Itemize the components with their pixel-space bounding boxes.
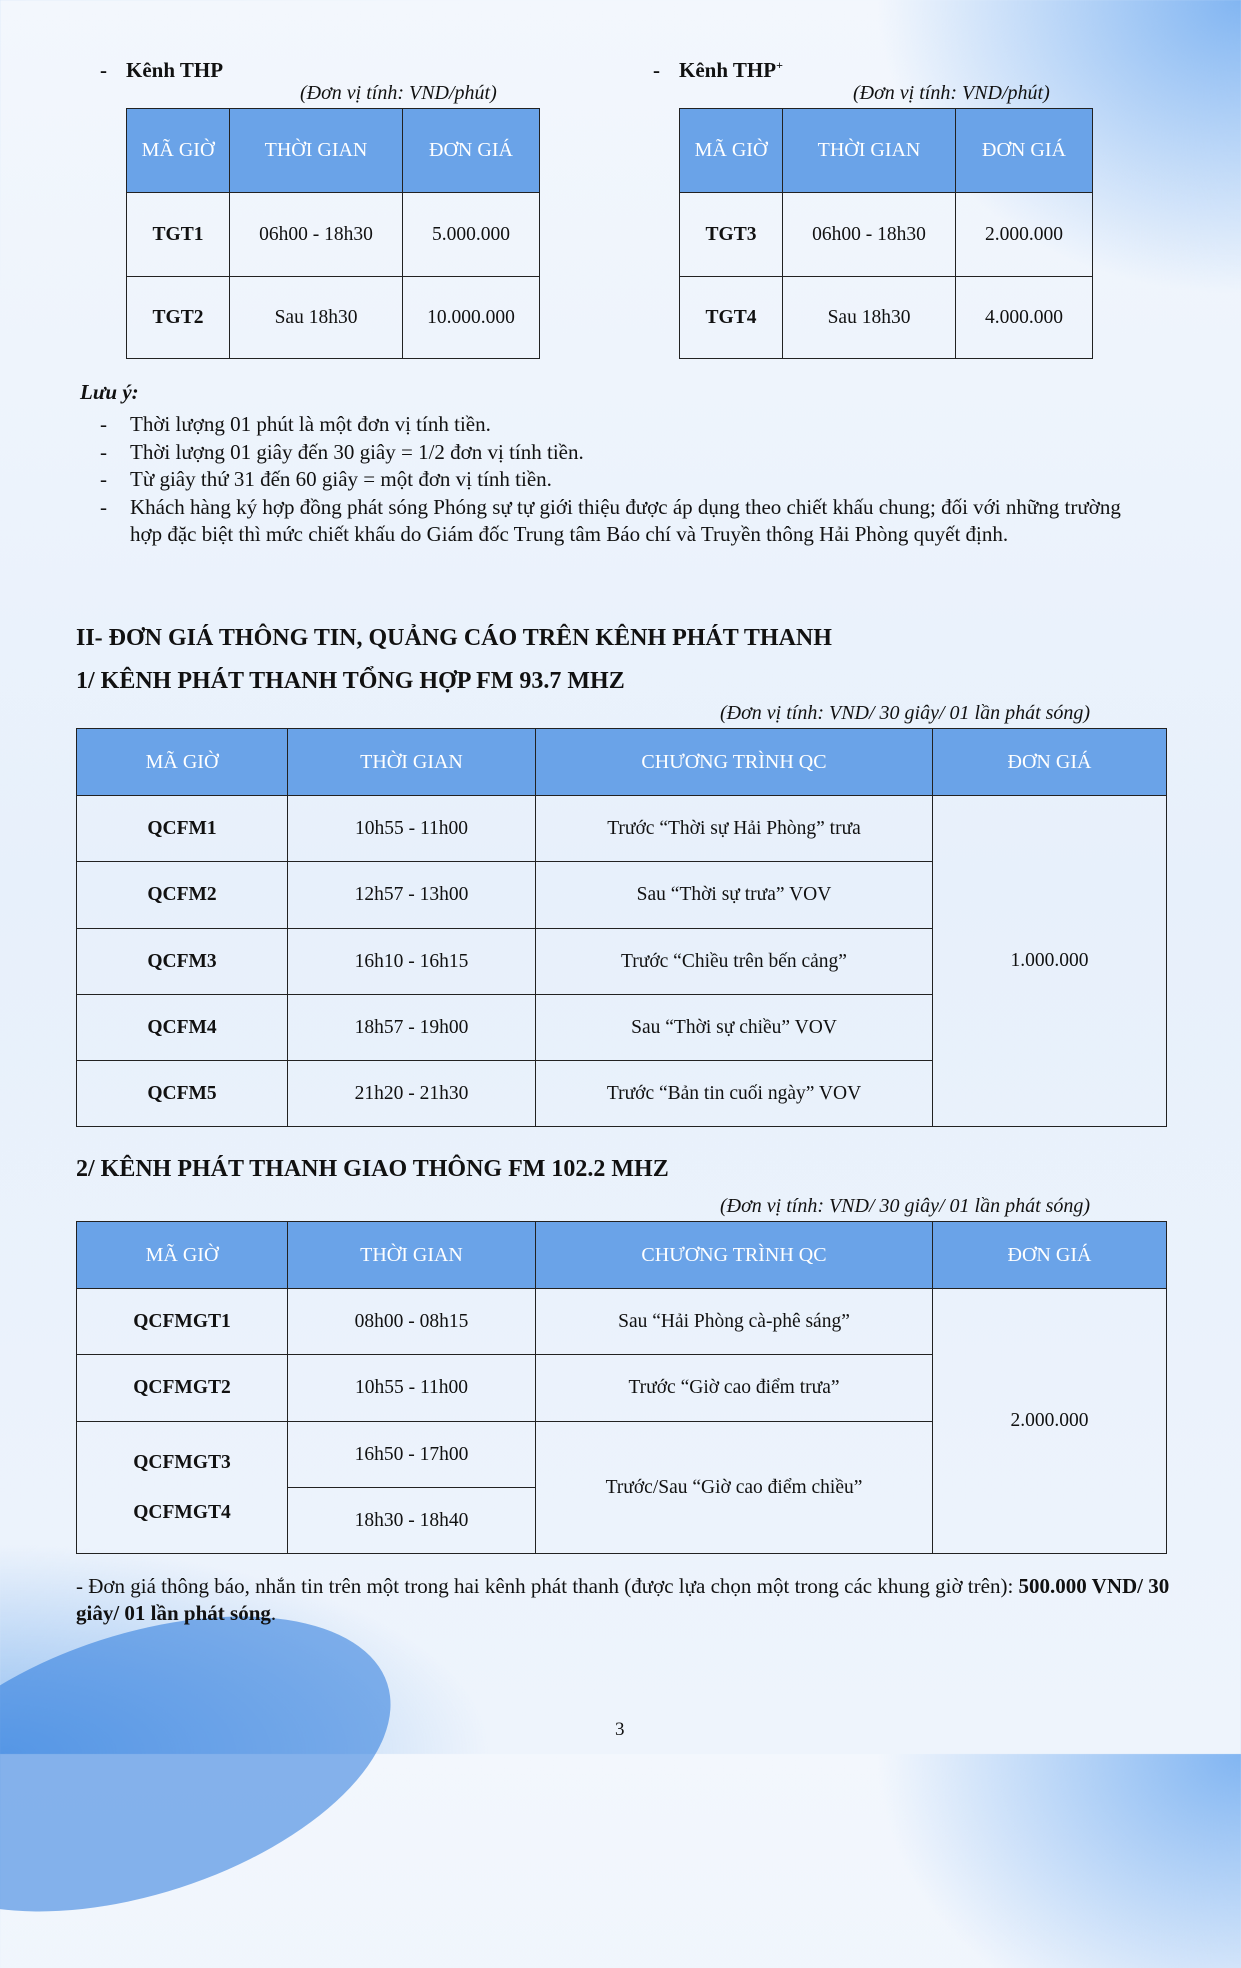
col-header-code: MÃ GIỜ (680, 109, 783, 193)
cell-price: 2.000.000 (956, 193, 1093, 277)
cell-program: Trước “Thời sự Hải Phòng” trưa (536, 796, 933, 862)
cell-program: Trước/Sau “Giờ cao điểm chiều” (536, 1422, 933, 1554)
cell-time: 12h57 - 13h00 (288, 862, 536, 929)
cell-time: 18h57 - 19h00 (288, 995, 536, 1061)
page-number: 3 (615, 1719, 625, 1740)
cell-code: QCFMGT4 (133, 1501, 231, 1523)
cell-code: QCFMGT3 (133, 1451, 231, 1473)
col-header-code: MÃ GIỜ (127, 109, 230, 193)
cell-code: TGT3 (680, 193, 783, 277)
col-header-program: CHƯƠNG TRÌNH QC (536, 1222, 933, 1289)
cell-code: QCFM3 (77, 929, 288, 995)
cell-code: TGT4 (680, 277, 783, 359)
cell-program: Trước “Bản tin cuối ngày” VOV (536, 1061, 933, 1127)
thp-price-table (126, 108, 540, 359)
col-header-time: THỜI GIAN (288, 729, 536, 796)
cell-time: 10h55 - 11h00 (288, 796, 536, 862)
channel-thp-title: - Kênh THP (100, 58, 224, 82)
cell-program: Sau “Thời sự trưa” VOV (536, 862, 933, 929)
cell-price: 4.000.000 (956, 277, 1093, 359)
cell-program: Trước “Chiều trên bến cảng” (536, 929, 933, 995)
col-header-time: THỜI GIAN (288, 1222, 536, 1289)
fm1022-title: 2/ KÊNH PHÁT THANH GIAO THÔNG FM 102.2 MHZ (76, 1156, 669, 1182)
cell-time: 21h20 - 21h30 (288, 1061, 536, 1127)
table-row (127, 277, 540, 359)
cell-price: 1.000.000 (933, 796, 1167, 1127)
col-header-program: CHƯƠNG TRÌNH QC (536, 729, 933, 796)
col-header-price: ĐƠN GIÁ (933, 1222, 1167, 1289)
fm1022-price-table (76, 1221, 1167, 1554)
cell-time: 08h00 - 08h15 (288, 1289, 536, 1355)
channel-thp-plus-unit: (Đơn vị tính: VND/phút) (853, 82, 1050, 104)
cell-code: QCFM2 (77, 862, 288, 929)
col-header-time: THỜI GIAN (230, 109, 403, 193)
cell-program: Trước “Giờ cao điểm trưa” (536, 1355, 933, 1422)
cell-code: TGT1 (127, 193, 230, 277)
cell-code: QCFM4 (77, 995, 288, 1061)
list-item: - Từ giây thứ 31 đến 60 giây = một đơn vị tính tiền. (100, 467, 552, 491)
col-header-price: ĐƠN GIÁ (933, 729, 1167, 796)
fm1022-unit: (Đơn vị tính: VND/ 30 giây/ 01 lần phát sóng) (720, 1195, 1091, 1217)
cell-code: TGT2 (127, 277, 230, 359)
section-title: II- ĐƠN GIÁ THÔNG TIN, QUẢNG CÁO TRÊN KÊNH PHÁT THANH (76, 625, 832, 651)
col-header-code: MÃ GIỜ (77, 729, 288, 796)
channel-thp-plus-title: - Kênh THP+ (653, 58, 783, 82)
fm937-price-table (76, 728, 1167, 1127)
cell-time: 16h10 - 16h15 (288, 929, 536, 995)
notes-list (80, 411, 1170, 549)
table-row (680, 277, 1093, 359)
cell-program: Sau “Thời sự chiều” VOV (536, 995, 933, 1061)
table-row (77, 796, 1167, 862)
cell-code: QCFM5 (77, 1061, 288, 1127)
cell-time: 16h50 - 17h00 (288, 1422, 536, 1488)
list-item: - Khách hàng ký hợp đồng phát sóng Phóng sự tự giới thiệu được áp dụng theo chiết khấu chung; đối với những trường hợp đặc biệt thì mức chiết khấu do Giám đốc Trung tâm Báo chí và Truyền thông Hải Phòng quyết định. (100, 494, 1121, 546)
table-row (680, 193, 1093, 277)
cell-time: 10h55 - 11h00 (288, 1355, 536, 1422)
cell-time: 06h00 - 18h30 (230, 193, 403, 277)
cell-price: 2.000.000 (933, 1289, 1167, 1554)
cell-code: QCFMGT2 (77, 1355, 288, 1422)
col-header-price: ĐƠN GIÁ (956, 109, 1093, 193)
cell-program: Sau “Hải Phòng cà-phê sáng” (536, 1289, 933, 1355)
col-header-price: ĐƠN GIÁ (403, 109, 540, 193)
cell-code: QCFMGT1 (77, 1289, 288, 1355)
cell-price: 5.000.000 (403, 193, 540, 277)
cell-time: 06h00 - 18h30 (783, 193, 956, 277)
list-item: - Thời lượng 01 giây đến 30 giây = 1/2 đơn vị tính tiền. (100, 439, 584, 464)
cell-code-merged (77, 1422, 288, 1554)
cell-code: QCFM1 (77, 796, 288, 862)
footer-note: - Đơn giá thông báo, nhắn tin trên một trong hai kênh phát thanh (được lựa chọn một trong các khung giờ trên): 500.000 VND/ 30 giây/ 01 lần phát sóng. (76, 1574, 1170, 1625)
notes-title: Lưu ý: (80, 380, 139, 404)
list-item: - Thời lượng 01 phút là một đơn vị tính tiền. (100, 412, 491, 436)
fm937-title: 1/ KÊNH PHÁT THANH TỔNG HỢP FM 93.7 MHZ (76, 668, 625, 694)
table-row (127, 193, 540, 277)
fm937-unit: (Đơn vị tính: VND/ 30 giây/ 01 lần phát sóng) (720, 702, 1091, 724)
cell-price: 10.000.000 (403, 277, 540, 359)
cell-time: 18h30 - 18h40 (288, 1488, 536, 1554)
channel-thp-unit: (Đơn vị tính: VND/phút) (300, 82, 497, 104)
table-row (77, 1289, 1167, 1355)
cell-time: Sau 18h30 (783, 277, 956, 359)
cell-time: Sau 18h30 (230, 277, 403, 359)
thp-plus-price-table (679, 108, 1093, 359)
col-header-code: MÃ GIỜ (77, 1222, 288, 1289)
col-header-time: THỜI GIAN (783, 109, 956, 193)
